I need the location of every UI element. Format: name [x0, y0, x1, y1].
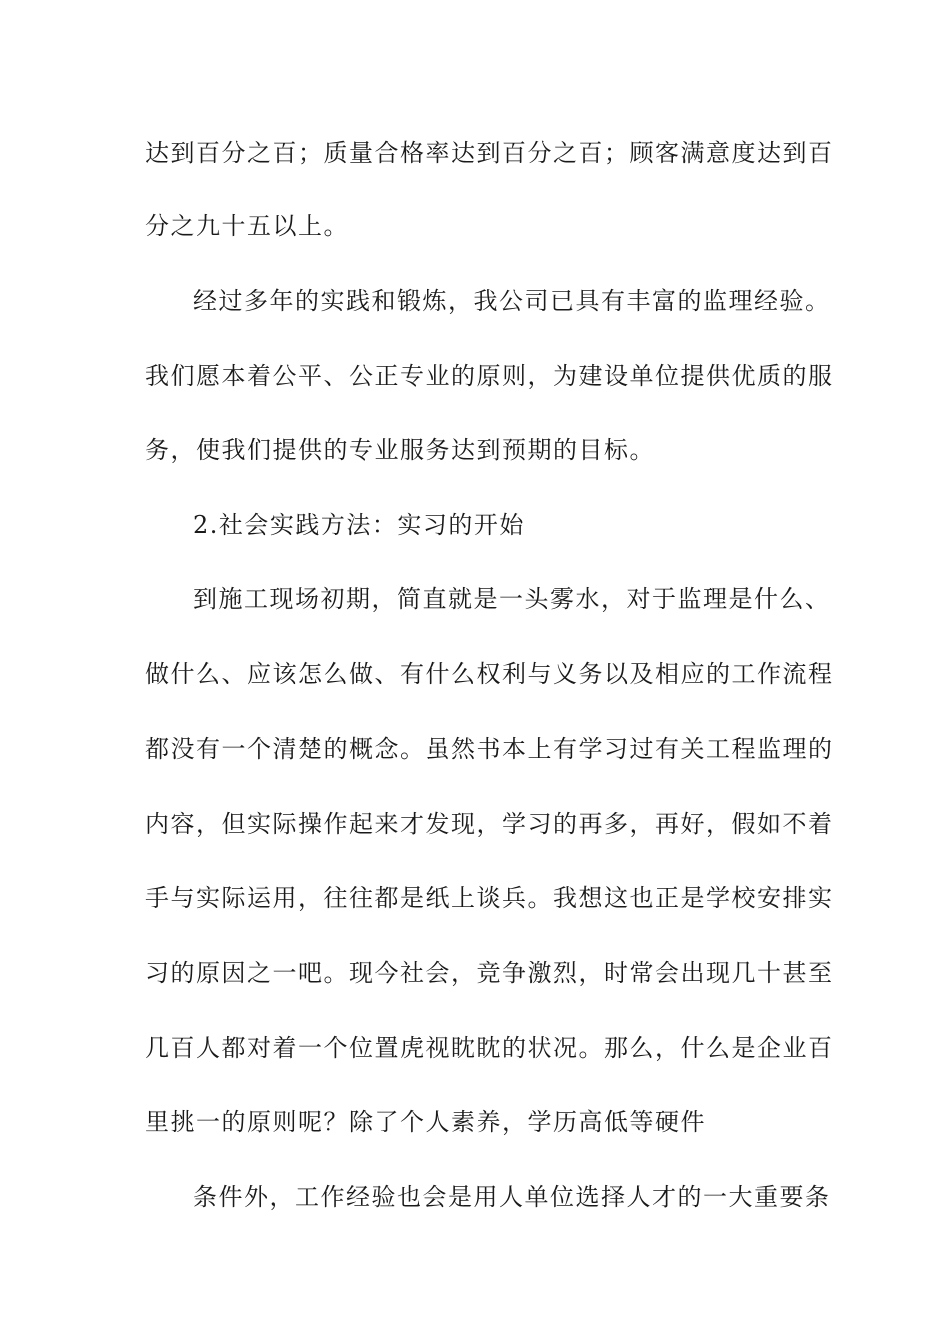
text-line: 手与实际运用，往往都是纸上谈兵。我想这也正是学校安排实: [145, 884, 834, 912]
text-line: 我们愿本着公平、公正专业的原则，为建设单位提供优质的服: [145, 362, 834, 390]
paragraph-first-line: 到施工现场初期，简直就是一头雾水，对于监理是什么、: [193, 585, 831, 613]
text-line: 分之九十五以上。: [145, 212, 349, 240]
text-line: 达到百分之百；质量合格率达到百分之百；顾客满意度达到百: [145, 139, 834, 167]
text-line: 务，使我们提供的专业服务达到预期的目标。: [145, 436, 655, 464]
text-line: 都没有一个清楚的概念。虽然书本上有学习过有关工程监理的: [145, 735, 834, 763]
paragraph-first-line: 条件外，工作经验也会是用人单位选择人才的一大重要条: [193, 1183, 831, 1211]
text-line: 里挑一的原则呢？除了个人素养，学历高低等硬件: [145, 1108, 706, 1136]
text-line: 做什么、应该怎么做、有什么权利与义务以及相应的工作流程: [145, 660, 834, 688]
section-heading: 2.社会实践方法：实习的开始: [193, 511, 525, 539]
text-line: 几百人都对着一个位置虎视眈眈的状况。那么，什么是企业百: [145, 1034, 834, 1062]
text-line: 习的原因之一吧。现今社会，竞争激烈，时常会出现几十甚至: [145, 959, 834, 987]
paragraph-first-line: 经过多年的实践和锻炼，我公司已具有丰富的监理经验。: [193, 287, 831, 315]
text-line: 内容，但实际操作起来才发现，学习的再多，再好，假如不着: [145, 810, 834, 838]
